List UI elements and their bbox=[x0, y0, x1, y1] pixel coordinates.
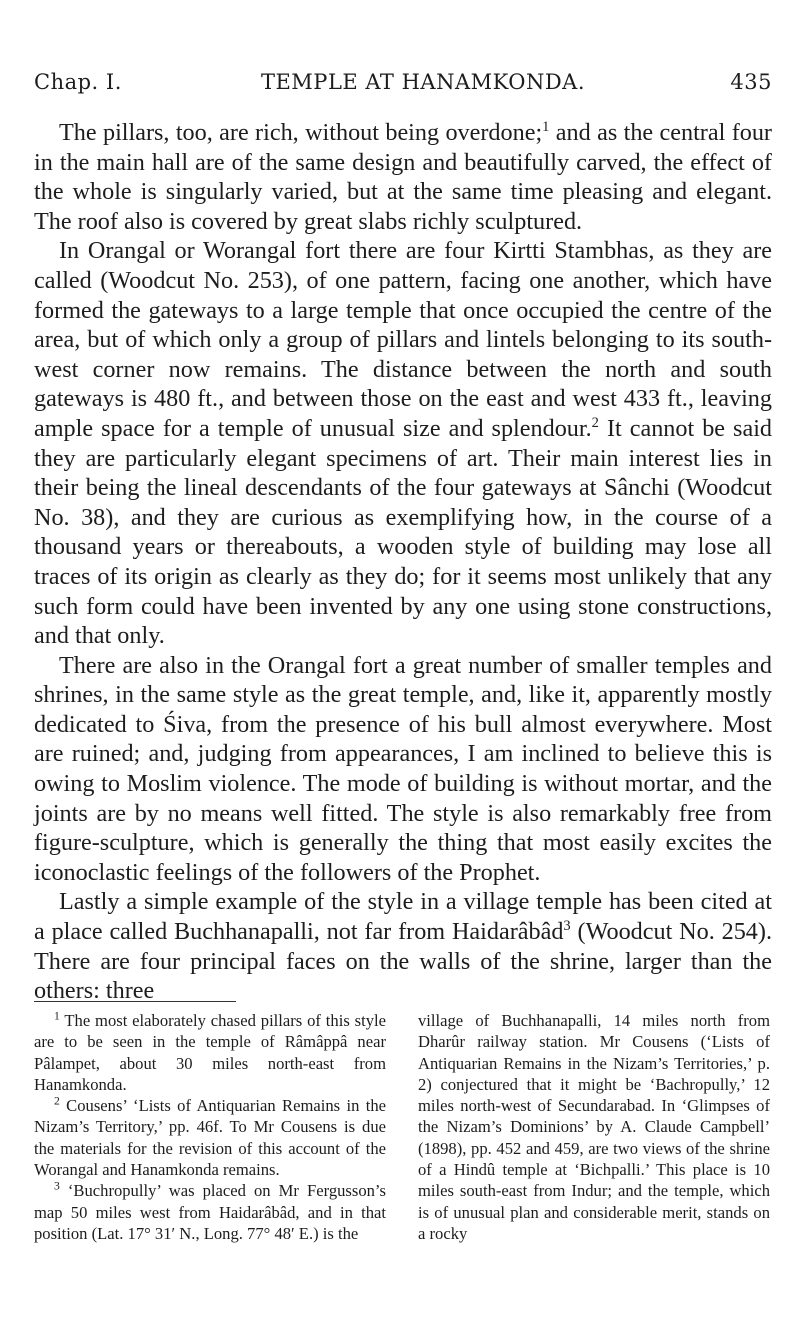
paragraph-text: The pillars, too, are rich, without being overdone; bbox=[59, 119, 543, 146]
paragraph-text: In Orangal or Worangal fort there are four Kirtti Stambhas, as they are called (Woodcut No. 253), of one pattern, facing one another, which have formed the gateways to a large temple that once occupied the centre of the area, but of which only a group of pillars and lintels belonging to its south-west corner now remains. The distance between the north and south gateways is 480 ft., and between those on the east and west 433 ft., leaving ample space for a temple of unusual size and splendour. bbox=[34, 237, 772, 442]
paragraph-text: and as the central four in the main hall are of the same design and beautifully carved, the effect of the whole is singularly varied, but at the same time pleasing and elegant. The roof also is covered by great slabs richly sculptured. bbox=[34, 119, 772, 235]
running-title: TEMPLE AT HANAMKONDA. bbox=[260, 70, 586, 94]
main-text bbox=[34, 118, 772, 1006]
footnote-3 bbox=[34, 1180, 386, 1244]
footnote-divider bbox=[34, 1001, 236, 1002]
footnote-marker: 2 bbox=[591, 414, 599, 431]
running-header bbox=[34, 70, 772, 104]
paragraph-text: There are also in the Orangal fort a great number of smaller temples and shrines, in the same style as the great temple, and, like it, apparently mostly dedicated to Śiva, from the presence of his bull almost everywhere. Most are ruined; and, judging from appearances, I am inclined to believe this is owing to Moslim violence. The mode of building is without mortar, and the joints are by no means well fitted. The style is also remarkably free from figure-sculpture, which is generally the thing that most easily excites the iconoclastic feelings of the followers of the Prophet. bbox=[34, 651, 772, 886]
paragraph-text: Lastly a simple example of the style in a village temple has been cited at a place called Buchhanapalli, not far from Haidarâbâd bbox=[34, 888, 772, 946]
paragraph-smaller-temples bbox=[34, 651, 772, 888]
footnote-marker: 3 bbox=[563, 917, 571, 934]
footnote-number: 3 bbox=[54, 1179, 60, 1193]
footnote-text: The most elaborately chased pillars of this style are to be seen in the temple of Râmâppâ near Pâlampet, about 30 miles north-east from Hanamkonda. bbox=[34, 1011, 386, 1094]
footnote-text: ‘Buchropully’ was placed on Mr Fergusson’s map 50 miles west from Haidarâbâd, and in that position (Lat. 17° 31′ N., Long. 77° 48′ E.) is the bbox=[34, 1181, 386, 1243]
chapter-label: Chap. I. bbox=[34, 70, 122, 94]
footnote-1 bbox=[34, 1010, 386, 1095]
footnote-2 bbox=[34, 1095, 386, 1180]
paragraph-pillars bbox=[34, 118, 772, 236]
footnote-3-continued: village of Buchhanapalli, 14 miles north from Dharûr railway station. Mr Cousens (‘Lists of Antiquarian Remains in the Nizam’s Territories,’ p. 2) conjectured that it might be ‘Bachropully,’ 12 miles north-west of Secundarabad. In ‘Glimpses of the Nizam’s Dominions’ by A. Claude Campbell’ (1898), pp. 452 and 459, are two views of the shrine of a Hindû temple at ‘Bichpalli.’ This place is 10 miles south-east from Indur; and the temple, which is of unusual plan and considerable merit, stands on a rocky bbox=[418, 1011, 770, 1243]
page-number: 435 bbox=[730, 70, 772, 94]
paragraph-orangal-fort bbox=[34, 236, 772, 650]
paragraph-text: (Woodcut No. 254). There are four principal faces on the walls of the shrine, larger than the others: three bbox=[34, 918, 772, 1005]
paragraph-village-temple bbox=[34, 887, 772, 1005]
paragraph-text: It cannot be said they are particularly elegant specimens of art. Their main interest lies in their being the lineal descendants of the four gateways at Sânchi (Woodcut No. 38), and they are curious as exemplifying how, in the course of a thousand years or thereabouts, a wooden style of building may lose all traces of its origin as clearly as they do; for it seems most unlikely that any such form could have been invented by any one using stone constructions, and that only. bbox=[34, 414, 773, 650]
footnote-number: 2 bbox=[54, 1094, 60, 1108]
footnotes-right-column bbox=[418, 1010, 770, 1244]
footnote-number: 1 bbox=[54, 1009, 60, 1023]
footnote-text: Cousens’ ‘Lists of Antiquarian Remains in the Nizam’s Territory,’ pp. 46f. To Mr Cousens is due the materials for the revision of this account of the Worangal and Hanamkonda remains. bbox=[34, 1096, 386, 1180]
footnotes-left-column bbox=[34, 1010, 386, 1244]
footnote-marker: 1 bbox=[542, 118, 550, 135]
